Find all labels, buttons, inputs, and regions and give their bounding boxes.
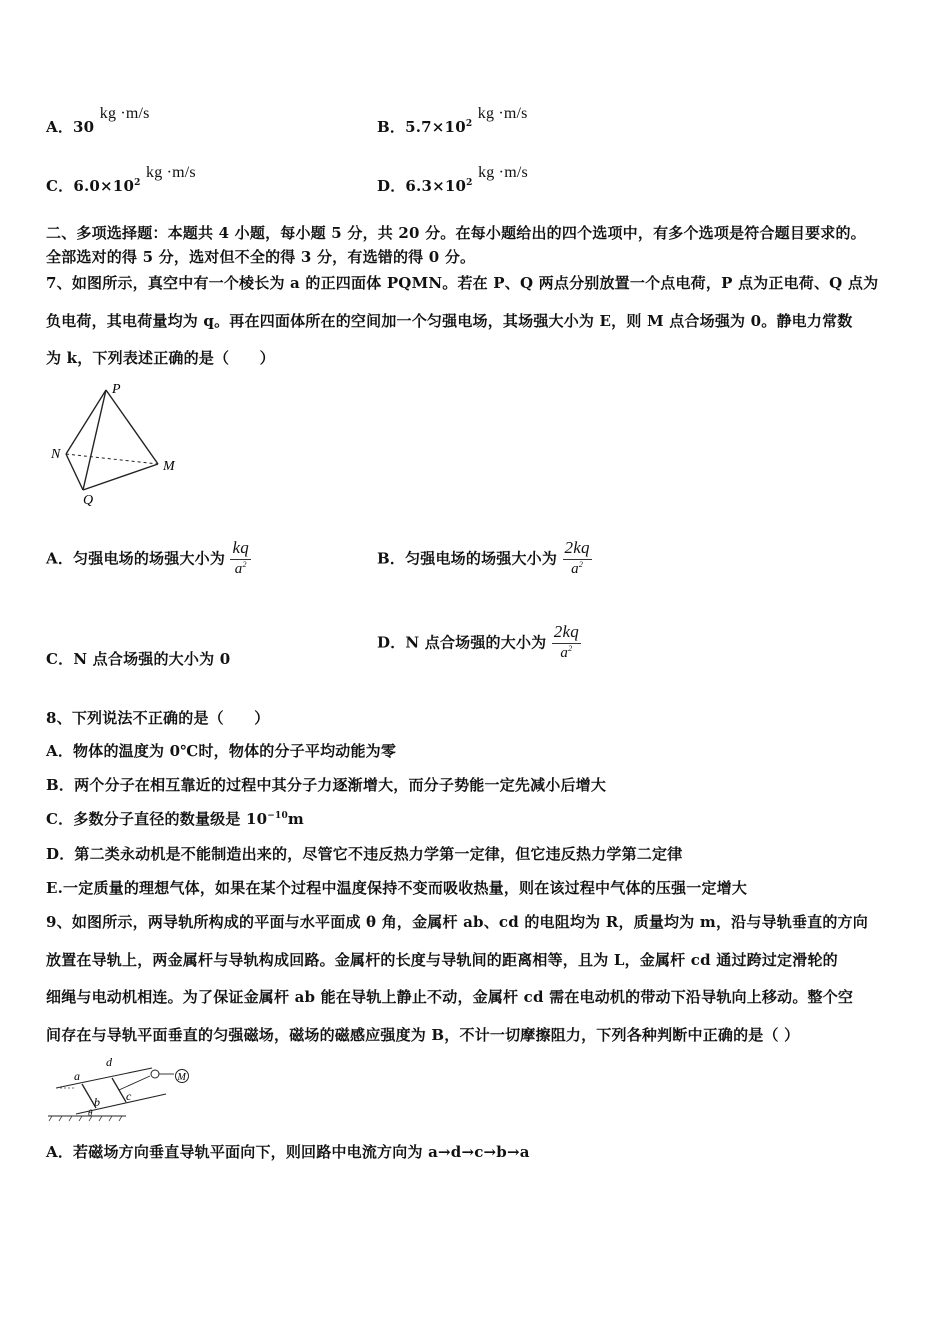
q7-stem-line-1: 7、如图所示，真空中有一个棱长为 a 的正四面体 PQMN。若在 P、Q 两点分别放置一个点电荷，P 点为正电荷、Q 点为 [46, 274, 879, 292]
q7-option-a-fraction: $\frac{kq}{a^2}$ [232, 538, 249, 577]
vertex-n-label: N [51, 447, 61, 462]
rail-label-c: c [126, 1089, 132, 1103]
section-2-line-1: 二、多项选择题：本题共 4 小题，每小题 5 分，共 20 分。在每小题给出的四个选项中，有多个选项是符合题目要求的。 [46, 224, 866, 242]
q9-stem-line-2: 放置在导轨上，两金属杆与导轨构成回路。金属杆的长度与导轨间的距离相等，且为 L，金属杆 cd 通过跨过定滑轮的 [46, 951, 838, 969]
rail-label-b: b [94, 1095, 100, 1109]
section-2-line-2: 全部选对的得 5 分，选对但不全的得 3 分，有选错的得 0 分。 [46, 248, 476, 266]
q7-option-b-fraction: $\frac{2kq}{a^2}$ [564, 538, 590, 577]
q7-option-c[interactable]: C．N 点合场强的大小为 0 [46, 650, 231, 668]
q8-option-d[interactable]: D．第二类永动机是不能制造出来的，尽管它不违反热力学第一定律，但它违反热力学第二定律 [46, 845, 683, 863]
q9-stem-line-4: 间存在与导轨平面垂直的匀强磁场，磁场的磁感应强度为 B，不计一切摩擦阻力，下列各种判断中正确的是（ ） [46, 1026, 800, 1044]
q7-stem-line-2: 负电荷，其电荷量均为 q。再在四面体所在的空间加一个匀强电场，其场强大小为 E，则 M 点合场强为 0。静电力常数 [46, 312, 853, 330]
rail-label-d: d [106, 1055, 112, 1069]
q8-option-b[interactable]: B．两个分子在相互靠近的过程中其分子力逐渐增大，而分子势能一定先减小后增大 [46, 776, 607, 794]
q6-option-a-unit: kg ·m/s [99, 105, 150, 122]
rail-label-a: a [74, 1069, 80, 1083]
q7-option-d-fraction: $\frac{2kq}{a^2}$ [553, 622, 579, 661]
q8-stem: 8、下列说法不正确的是（ ） [46, 709, 270, 727]
vertex-p-label: P [112, 382, 121, 397]
q7-option-b[interactable]: B．匀强电场的场强大小为 $\frac{2kq}{a^2}$ [377, 538, 590, 577]
q8-option-a[interactable]: A．物体的温度为 0℃时，物体的分子平均动能为零 [46, 742, 397, 760]
q9-stem-line-1: 9、如图所示，两导轨所构成的平面与水平面成 θ 角，金属杆 ab、cd 的电阻均为 R，质量均为 m，沿与导轨垂直的方向 [46, 913, 868, 931]
q6-option-c-unit: kg ·m/s [146, 164, 196, 181]
q7-option-d[interactable]: D．N 点合场强的大小为 $\frac{2kq}{a^2}$ [377, 622, 579, 661]
q9-stem-line-3: 细绳与电动机相连。为了保证金属杆 ab 能在导轨上静止不动，金属杆 cd 需在电动机的带动下沿导轨向上移动。整个空 [46, 988, 854, 1006]
incline-rail-figure [46, 1052, 206, 1124]
q6-option-c[interactable]: C．$6.0\times 10^2$ kg ·m/s [46, 164, 196, 195]
q9-option-a[interactable]: A．若磁场方向垂直导轨平面向下，则回路中电流方向为 a→d→c→b→a [46, 1143, 530, 1161]
q6-option-b[interactable]: B．$5.7\times 10^2$ kg ·m/s [377, 105, 528, 136]
q7-stem-line-3: 为 k，下列表述正确的是（ ） [46, 349, 275, 367]
q6-option-d[interactable]: D．$6.3\times 10^2$ kg ·m/s [377, 164, 528, 195]
q8-option-c[interactable]: C．多数分子直径的数量级是 $10^{-10}m$ [46, 810, 304, 828]
q6-option-a[interactable]: A．30 kg ·m/s [46, 105, 150, 136]
angle-theta-label: θ [88, 1108, 93, 1118]
q6-option-b-unit: kg ·m/s [477, 105, 528, 122]
q8-option-e[interactable]: E.一定质量的理想气体，如果在某个过程中温度保持不变而吸收热量，则在该过程中气体的压强一定增大 [46, 879, 748, 897]
q6-option-d-unit: kg ·m/s [478, 164, 528, 181]
q7-option-a[interactable]: A．匀强电场的场强大小为 $\frac{kq}{a^2}$ [46, 538, 249, 577]
tetrahedron-figure [46, 378, 196, 508]
vertex-m-label: M [163, 459, 175, 474]
vertex-q-label: Q [83, 493, 94, 508]
motor-label: M [177, 1072, 186, 1083]
